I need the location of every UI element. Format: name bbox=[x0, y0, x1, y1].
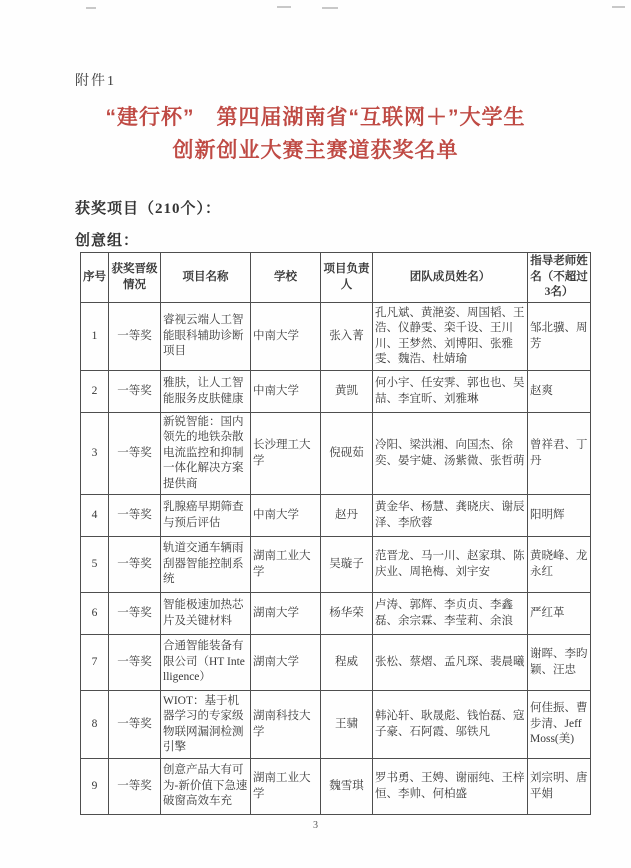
table-row bbox=[81, 495, 591, 537]
cell-award: 一等奖 bbox=[109, 635, 161, 691]
table-row bbox=[81, 759, 591, 815]
header-no: 序号 bbox=[81, 253, 109, 303]
cell-school: 长沙理工大学 bbox=[251, 413, 321, 495]
cell-school: 中南大学 bbox=[251, 303, 321, 371]
table-header-row bbox=[81, 253, 591, 303]
header-members: 团队成员姓名） bbox=[373, 253, 528, 303]
attachment-label: 附件1 bbox=[75, 74, 116, 89]
scan-artifact bbox=[322, 7, 338, 9]
cell-members: 孔凡斌、黄滟姿、周国韬、王浩、仪静雯、栾千设、王川川、王梦然、刘博阳、张雅雯、魏浩、杜婧瑜 bbox=[373, 303, 528, 371]
document-title-line1: “建行杯” 第四届湖南省“互联网＋”大学生 bbox=[105, 106, 526, 129]
cell-no: 9 bbox=[81, 759, 109, 815]
cell-advisors: 刘宗明、唐平娟 bbox=[528, 759, 591, 815]
group-label: 创意组： bbox=[75, 233, 140, 249]
cell-no: 2 bbox=[81, 371, 109, 413]
cell-no: 1 bbox=[81, 303, 109, 371]
cell-school: 湖南科技大学 bbox=[251, 691, 321, 759]
cell-advisors: 阳明辉 bbox=[528, 495, 591, 537]
header-project: 项目名称 bbox=[161, 253, 251, 303]
document-title bbox=[35, 101, 596, 167]
cell-leader: 张入菁 bbox=[321, 303, 373, 371]
cell-no: 4 bbox=[81, 495, 109, 537]
cell-no: 6 bbox=[81, 593, 109, 635]
cell-leader: 魏雪琪 bbox=[321, 759, 373, 815]
cell-project: 乳腺癌早期筛查与预后评估 bbox=[161, 495, 251, 537]
cell-no: 5 bbox=[81, 537, 109, 593]
table-row bbox=[81, 303, 591, 371]
cell-leader: 吴璇子 bbox=[321, 537, 373, 593]
cell-award: 一等奖 bbox=[109, 691, 161, 759]
cell-school: 中南大学 bbox=[251, 495, 321, 537]
cell-members: 冷阳、梁洪湘、向国杰、徐奕、晏宇婕、汤紫微、张哲萌 bbox=[373, 413, 528, 495]
cell-award: 一等奖 bbox=[109, 593, 161, 635]
cell-no: 8 bbox=[81, 691, 109, 759]
cell-project: 合通智能装备有限公司（HT Intelligence） bbox=[161, 635, 251, 691]
cell-advisors: 黄晓峰、龙永红 bbox=[528, 537, 591, 593]
cell-no: 7 bbox=[81, 635, 109, 691]
cell-award: 一等奖 bbox=[109, 371, 161, 413]
cell-no: 3 bbox=[81, 413, 109, 495]
cell-advisors: 曾祥君、丁丹 bbox=[528, 413, 591, 495]
cell-award: 一等奖 bbox=[109, 495, 161, 537]
cell-award: 一等奖 bbox=[109, 759, 161, 815]
table-row bbox=[81, 413, 591, 495]
cell-advisors: 谢晖、李昀颖、汪忠 bbox=[528, 635, 591, 691]
cell-project: 智能极速加热芯片及关键材料 bbox=[161, 593, 251, 635]
scan-artifact bbox=[612, 6, 625, 8]
scan-artifact bbox=[277, 6, 291, 8]
table-row bbox=[81, 537, 591, 593]
cell-project: 创意产品大有可为-新价值下急速破窗高效车充 bbox=[161, 759, 251, 815]
cell-members: 张松、蔡熠、孟凡琛、裴晨曦 bbox=[373, 635, 528, 691]
cell-project: 轨道交通车辆雨刮器智能控制系统 bbox=[161, 537, 251, 593]
page-number: 3 bbox=[313, 820, 318, 831]
cell-leader: 赵丹 bbox=[321, 495, 373, 537]
table-row bbox=[81, 635, 591, 691]
header-school: 学校 bbox=[251, 253, 321, 303]
scan-artifact bbox=[86, 7, 96, 9]
cell-advisors: 严红革 bbox=[528, 593, 591, 635]
cell-school: 湖南大学 bbox=[251, 635, 321, 691]
cell-members: 卢涛、郭辉、李贞贞、李鑫磊、余宗霖、李莹莉、余浪 bbox=[373, 593, 528, 635]
cell-award: 一等奖 bbox=[109, 537, 161, 593]
cell-members: 韩沁轩、耿晟彪、钱怡磊、寇子豪、石阿霞、邬铁凡 bbox=[373, 691, 528, 759]
cell-leader: 倪砚茹 bbox=[321, 413, 373, 495]
table-row bbox=[81, 691, 591, 759]
cell-school: 湖南工业大学 bbox=[251, 537, 321, 593]
projects-count-label: 获奖项目（210个）： bbox=[75, 201, 222, 217]
table-row bbox=[81, 593, 591, 635]
cell-advisors: 赵爽 bbox=[528, 371, 591, 413]
cell-members: 黄金华、杨慧、龚晓庆、谢辰泽、李欣蓉 bbox=[373, 495, 528, 537]
cell-school: 湖南大学 bbox=[251, 593, 321, 635]
cell-project: WIOT：基于机器学习的专家级物联网漏洞检测引擎 bbox=[161, 691, 251, 759]
cell-leader: 王骕 bbox=[321, 691, 373, 759]
header-leader: 项目负责人 bbox=[321, 253, 373, 303]
cell-leader: 程威 bbox=[321, 635, 373, 691]
cell-project: 雅肤，让人工智能服务皮肤健康 bbox=[161, 371, 251, 413]
cell-members: 范晋龙、马一川、赵家琪、陈庆业、周艳梅、刘宇安 bbox=[373, 537, 528, 593]
cell-advisors: 何佳振、曹步清、Jeff Moss(美) bbox=[528, 691, 591, 759]
header-award: 获奖晋级情况 bbox=[109, 253, 161, 303]
awards-table bbox=[80, 252, 591, 815]
cell-advisors: 邹北骥、周芳 bbox=[528, 303, 591, 371]
cell-members: 何小宇、任安霁、郭也也、吴喆、李宜昕、刘雅琳 bbox=[373, 371, 528, 413]
document-title-line2: 创新创业大赛主赛道获奖名单 bbox=[172, 139, 459, 162]
cell-members: 罗书勇、王娉、谢丽纯、王梓恒、李帅、何柏盛 bbox=[373, 759, 528, 815]
table-row bbox=[81, 371, 591, 413]
cell-project: 睿视云端人工智能眼科辅助诊断项目 bbox=[161, 303, 251, 371]
cell-school: 湖南工业大学 bbox=[251, 759, 321, 815]
cell-award: 一等奖 bbox=[109, 413, 161, 495]
cell-leader: 杨华荣 bbox=[321, 593, 373, 635]
header-advisors: 指导老师姓名（不超过3名） bbox=[528, 253, 591, 303]
cell-school: 中南大学 bbox=[251, 371, 321, 413]
cell-award: 一等奖 bbox=[109, 303, 161, 371]
cell-leader: 黄凯 bbox=[321, 371, 373, 413]
cell-project: 新锐智能：国内领先的地铁杂散电流监控和抑制一体化解决方案提供商 bbox=[161, 413, 251, 495]
